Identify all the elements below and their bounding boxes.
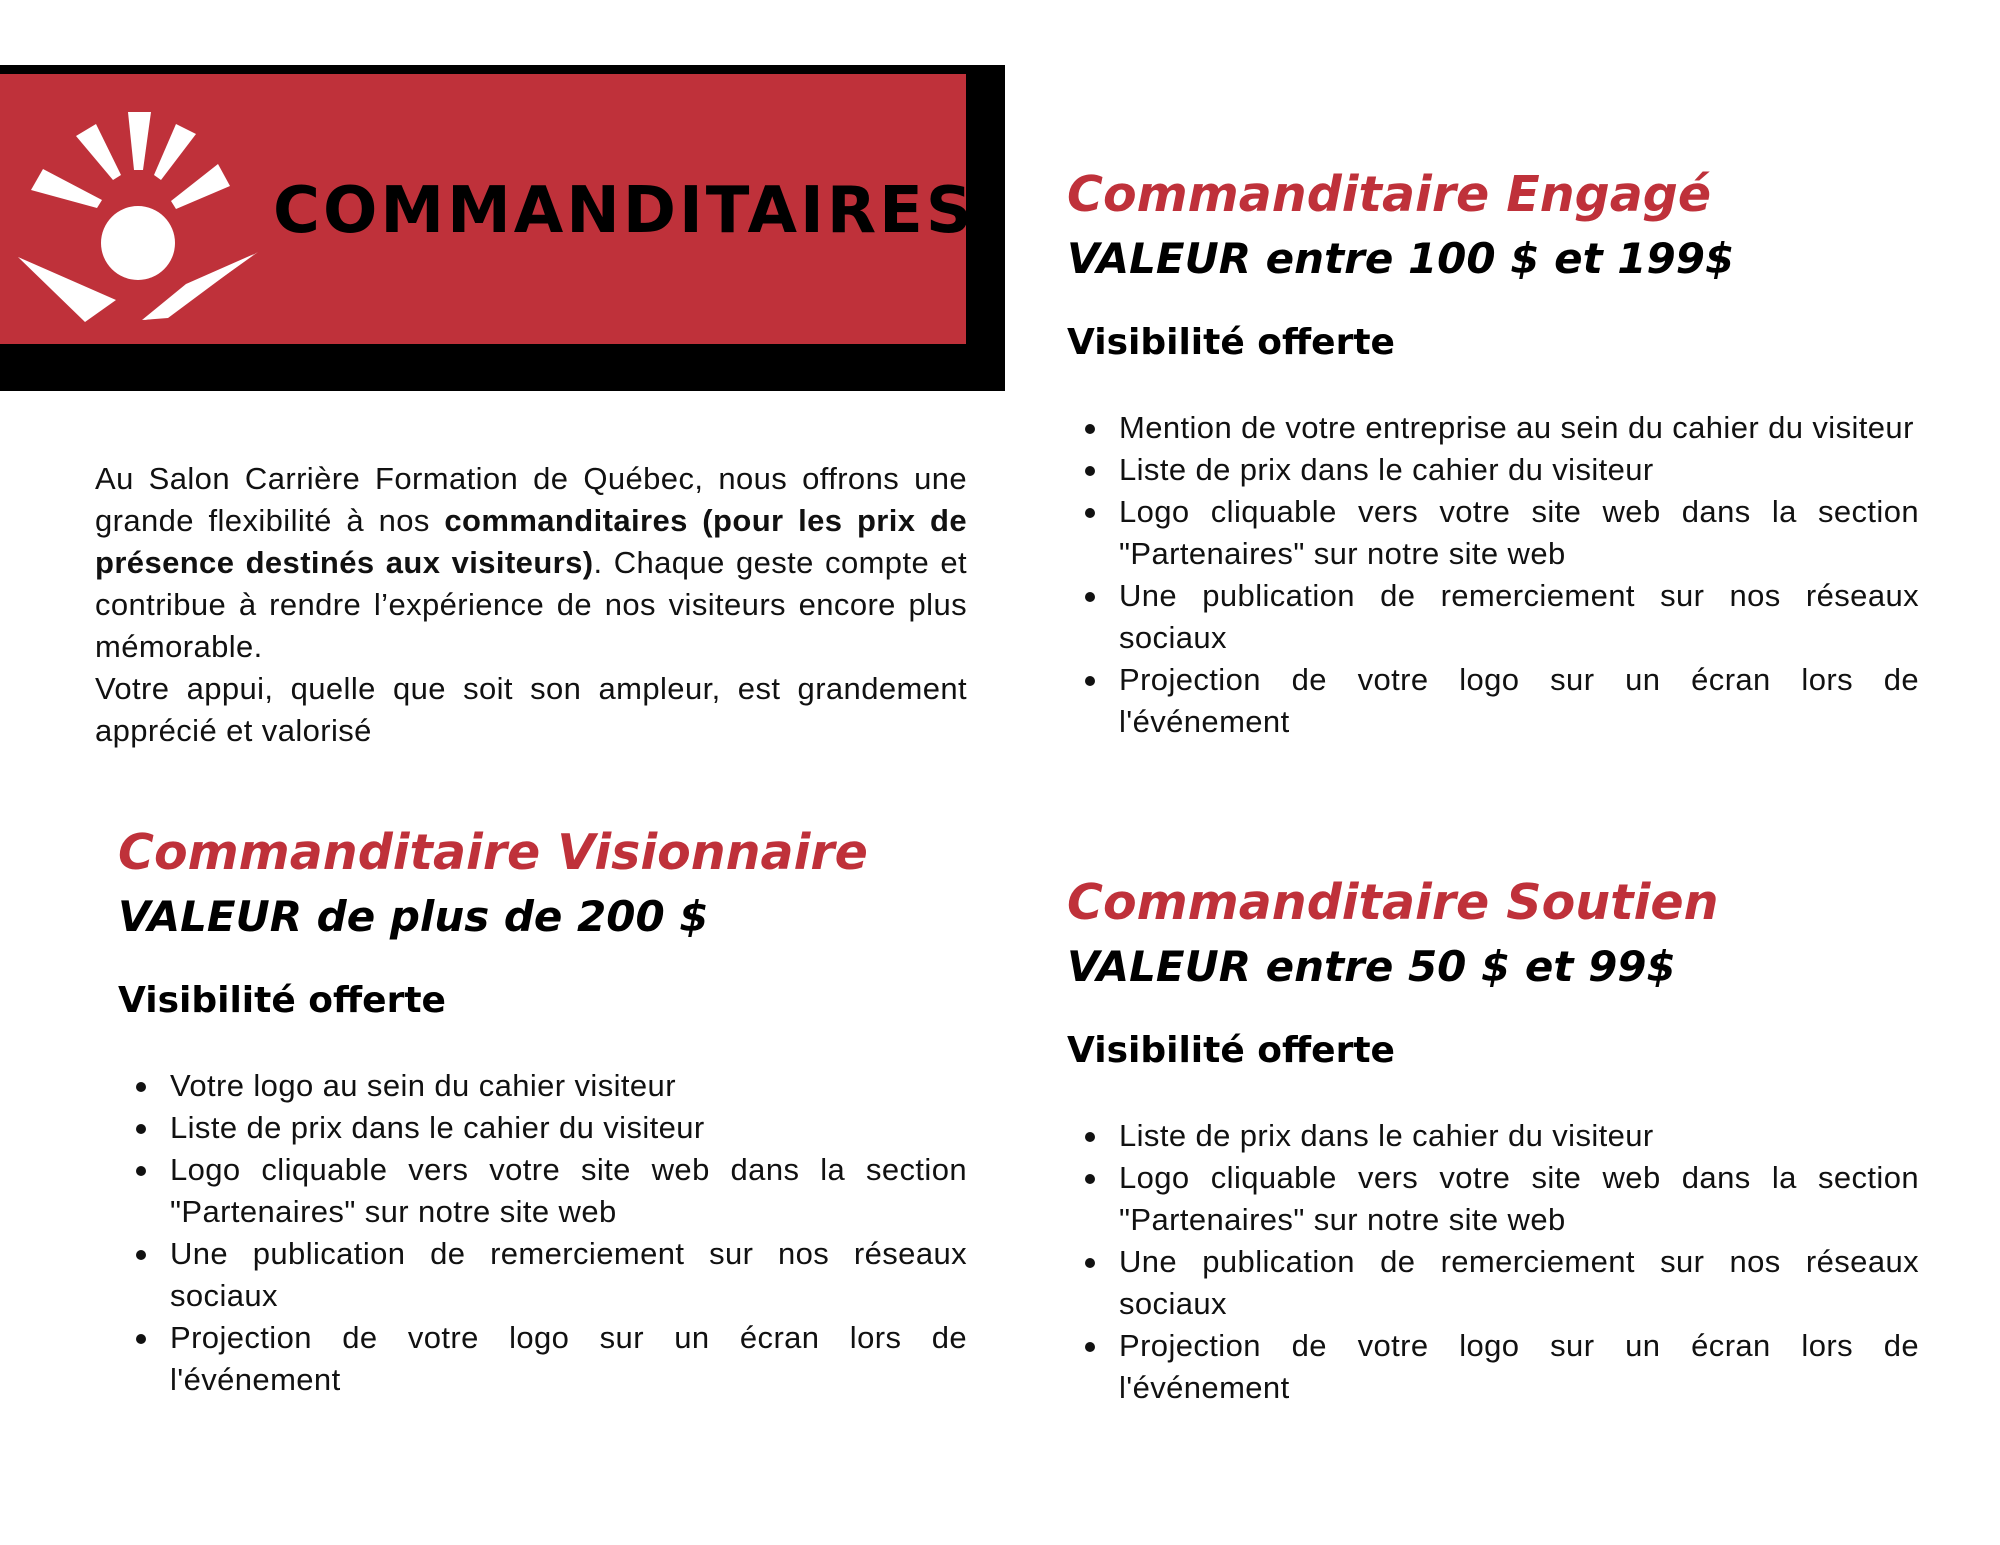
tier-name: Commanditaire Visionnaire [118,824,868,881]
benefits-list [1067,407,1919,743]
visibility-heading: Visibilité offerte [1067,322,1395,363]
visibility-heading: Visibilité offerte [118,980,446,1021]
benefits-list [1067,1115,1919,1409]
list-item: Liste de prix dans le cahier du visiteur [1119,1115,1919,1157]
list-item: Projection de votre logo sur un écran lors de l'événement [1119,659,1919,743]
list-item: Logo cliquable vers votre site web dans la section "Partenaires" sur notre site web [1119,1157,1919,1241]
intro-text-bold: commanditaires (pour les prix de présence destinés aux visiteurs) [95,503,967,580]
list-item: Une publication de remerciement sur nos réseaux sociaux [170,1233,967,1317]
tier-value: VALEUR entre 50 $ et 99$ [1067,942,1676,991]
list-item: Mention de votre entreprise au sein du cahier du visiteur [1119,407,1919,449]
intro-text-a: Au Salon Carrière Formation de Québec, nous offrons une grande flexibilité à nos [95,461,967,538]
intro-paragraph-2: Votre appui, quelle que soit son ampleur, est grandement apprécié et valorisé [95,671,967,748]
list-item: Logo cliquable vers votre site web dans la section "Partenaires" sur notre site web [1119,491,1919,575]
tier-visionnaire [118,822,967,1401]
tier-value: VALEUR de plus de 200 $ [118,892,709,941]
tier-engage [1067,164,1919,743]
list-item: Une publication de remerciement sur nos réseaux sociaux [1119,1241,1919,1325]
list-item: Une publication de remerciement sur nos réseaux sociaux [1119,575,1919,659]
visibility-heading: Visibilité offerte [1067,1030,1395,1071]
tier-name: Commanditaire Soutien [1067,874,1719,931]
list-item: Logo cliquable vers votre site web dans la section "Partenaires" sur notre site web [170,1149,967,1233]
list-item: Liste de prix dans le cahier du visiteur [170,1107,967,1149]
intro-paragraph-1 [95,458,967,668]
tier-value: VALEUR entre 100 $ et 199$ [1067,234,1735,283]
benefits-list [118,1065,967,1401]
sunburst-logo-icon [18,112,258,322]
intro-text-b: . Chaque geste compte et contribue à rendre l’expérience de nos visiteurs encore plus mémorable. [95,545,967,664]
list-item: Projection de votre logo sur un écran lors de l'événement [170,1317,967,1401]
list-item: Projection de votre logo sur un écran lors de l'événement [1119,1325,1919,1409]
tier-soutien [1067,872,1919,1409]
list-item: Liste de prix dans le cahier du visiteur [1119,449,1919,491]
list-item: Votre logo au sein du cahier visiteur [170,1065,967,1107]
header-red-panel [0,74,975,344]
tier-name: Commanditaire Engagé [1067,166,1712,223]
page-title: COMMANDITAIRES [273,174,975,248]
intro-text [95,458,967,752]
header-banner [0,65,1005,391]
